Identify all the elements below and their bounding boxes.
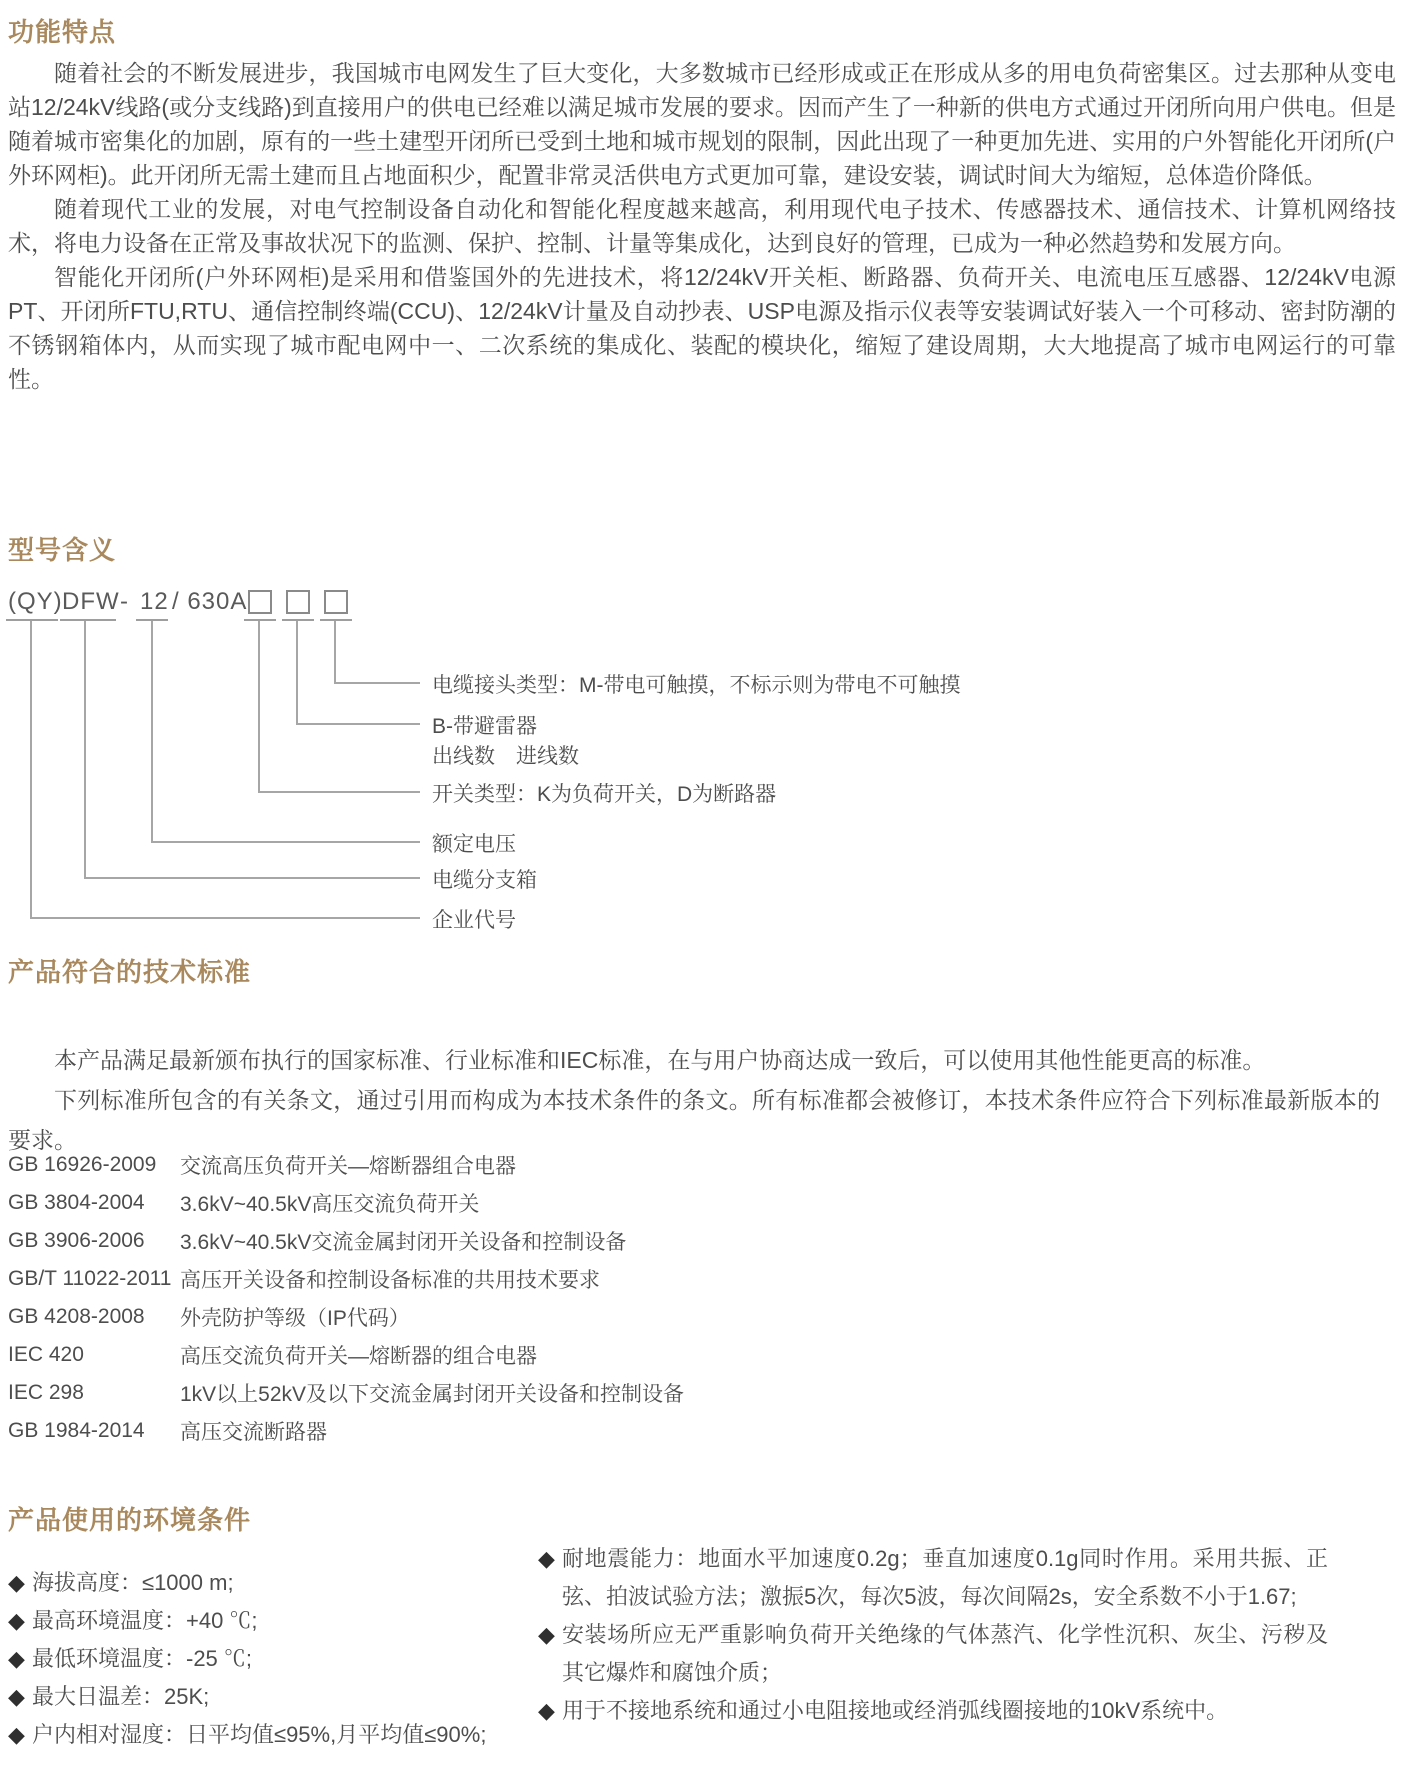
diamond-bullet-icon: ◆ xyxy=(538,1622,555,1647)
standard-code: GB 4208-2008 xyxy=(8,1305,145,1328)
environment-item-installation-site xyxy=(538,1616,1328,1692)
standard-desc: 高压交流断路器 xyxy=(180,1421,327,1444)
standard-row xyxy=(8,1336,1388,1374)
underline-company xyxy=(6,619,58,621)
section-title-model: 型号含义 xyxy=(8,535,117,565)
model-code-dash: - xyxy=(120,588,129,615)
standard-desc: 高压开关设备和控制设备标准的共用技术要求 xyxy=(180,1269,600,1292)
features-paragraphs xyxy=(8,56,1396,396)
leader-vertical-box-1 xyxy=(258,621,260,792)
standard-code: GB 3906-2006 xyxy=(8,1229,145,1252)
diamond-bullet-icon: ◆ xyxy=(8,1570,25,1595)
section-title-environment: 产品使用的环境条件 xyxy=(8,1505,252,1535)
standard-desc: 高压交流负荷开关—熔断器的组合电器 xyxy=(180,1345,537,1368)
standards-list xyxy=(8,1146,1388,1450)
standard-row xyxy=(8,1184,1388,1222)
environment-item-humidity xyxy=(8,1716,533,1754)
standard-desc: 3.6kV~40.5kV交流金属封闭开关设备和控制设备 xyxy=(180,1231,627,1254)
model-placeholder-box-3 xyxy=(324,590,348,614)
section-title-standards: 产品符合的技术标准 xyxy=(8,957,252,987)
leader-horizontal-cable-branch-box xyxy=(84,877,420,879)
standard-desc: 1kV以上52kV及以下交流金属封闭开关设备和控制设备 xyxy=(180,1383,685,1406)
environment-item-text: 用于不接地系统和通过小电阻接地或经消弧线圈接地的10kV系统中。 xyxy=(562,1698,1229,1723)
model-code-current: / 630A xyxy=(172,588,248,615)
model-code-voltage: 12 xyxy=(140,588,169,615)
model-placeholder-box-2 xyxy=(286,590,310,614)
standards-intro-2: 下列标准所包含的有关条文，通过引用而构成为本技术条件的条文。所有标准都会被修订，本技术条件应符合下列标准最新版本的要求。 xyxy=(8,1087,1380,1153)
leader-vertical-box-2 xyxy=(296,621,298,724)
environment-item-grounding-system xyxy=(538,1692,1328,1730)
model-label-cable-branch-box: 电缆分支箱 xyxy=(432,869,537,892)
model-label-cable-joint: 电缆接头类型：M-带电可触摸，不标示则为带电不可触摸 xyxy=(432,674,961,697)
environment-item-altitude xyxy=(8,1564,533,1602)
model-label-line-counts: 出线数 进线数 xyxy=(432,745,579,768)
standard-row xyxy=(8,1222,1388,1260)
standard-code: GB 16926-2009 xyxy=(8,1153,157,1176)
environment-item-text: 户内相对湿度：日平均值≤95%,月平均值≤90%; xyxy=(32,1722,487,1747)
model-code-series: DFW xyxy=(62,588,120,615)
environment-item-daily-temp-diff xyxy=(8,1678,533,1716)
leader-horizontal-company-code xyxy=(30,917,420,919)
environment-item-text: 耐地震能力：地面水平加速度0.2g；垂直加速度0.1g同时作用。采用共振、正弦、拍波试验方法；激振5次，每次5波，每次间隔2s，安全系数不小于1.67; xyxy=(562,1546,1328,1609)
model-placeholder-box-1 xyxy=(248,590,272,614)
standard-code: GB 3804-2004 xyxy=(8,1191,145,1214)
diamond-bullet-icon: ◆ xyxy=(8,1646,25,1671)
standard-row xyxy=(8,1146,1388,1184)
standard-row xyxy=(8,1374,1388,1412)
environment-item-text: 海拔高度：≤1000 m; xyxy=(32,1570,234,1595)
leader-vertical-series xyxy=(84,621,86,878)
environment-item-earthquake xyxy=(538,1540,1328,1616)
underline-box-2 xyxy=(282,619,314,621)
diamond-bullet-icon: ◆ xyxy=(8,1722,25,1747)
diamond-bullet-icon: ◆ xyxy=(538,1546,555,1571)
section-title-features: 功能特点 xyxy=(8,17,117,47)
model-code-company: (QY) xyxy=(8,588,63,615)
standard-row xyxy=(8,1260,1388,1298)
features-paragraph-2: 随着现代工业的发展，对电气控制设备自动化和智能化程度越来越高，利用现代电子技术、传感器技术、通信技术、计算机网络技术，将电力设备在正常及事故状况下的监测、保护、控制、计量等集成化，达到良好的管理，已成为一种必然趋势和发展方向。 xyxy=(8,196,1396,256)
environment-item-text: 最大日温差：25K; xyxy=(32,1684,210,1709)
underline-series xyxy=(60,619,116,621)
model-label-arrester: B-带避雷器 xyxy=(432,715,537,738)
leader-horizontal-arrester xyxy=(296,723,420,725)
model-meaning-diagram xyxy=(8,588,1398,940)
leader-horizontal-cable-joint xyxy=(334,682,420,684)
leader-vertical-voltage xyxy=(151,621,153,842)
standard-code: GB/T 11022-2011 xyxy=(8,1267,172,1290)
leader-horizontal-rated-voltage xyxy=(151,841,420,843)
standard-desc: 外壳防护等级（IP代码） xyxy=(180,1307,410,1330)
standards-intro-1: 本产品满足最新颁布执行的国家标准、行业标准和IEC标准，在与用户协商达成一致后，可以使用其他性能更高的标准。 xyxy=(54,1047,1266,1073)
features-paragraph-1: 随着社会的不断发展进步，我国城市电网发生了巨大变化，大多数城市已经形成或正在形成从多的用电负荷密集区。过去那种从变电站12/24kV线路(或分支线路)到直接用户的供电已经难以满足城市发展的要求。因而产生了一种新的供电方式通过开闭所向用户供电。但是随着城市密集化的加剧，原有的一些土建型开闭所已受到土地和城市规划的限制，因此出现了一种更加先进、实用的户外智能化开闭所(户外环网柜)。此开闭所无需土建而且占地面积少，配置非常灵活供电方式更加可靠，建设安装，调试时间大为缩短，总体造价降低。 xyxy=(8,60,1396,188)
model-label-company-code: 企业代号 xyxy=(432,909,516,932)
environment-left-column xyxy=(8,1564,533,1754)
model-label-rated-voltage: 额定电压 xyxy=(432,833,516,856)
standard-code: GB 1984-2014 xyxy=(8,1419,145,1442)
leader-vertical-company xyxy=(30,621,32,918)
underline-box-3 xyxy=(320,619,352,621)
diamond-bullet-icon: ◆ xyxy=(8,1684,25,1709)
environment-item-text: 最低环境温度：-25 ℃; xyxy=(32,1646,253,1671)
environment-right-column xyxy=(538,1540,1328,1730)
leader-vertical-box-3 xyxy=(334,621,336,683)
standard-desc: 交流高压负荷开关—熔断器组合电器 xyxy=(180,1155,516,1178)
environment-item-min-temp xyxy=(8,1640,533,1678)
environment-item-text: 最高环境温度：+40 ℃; xyxy=(32,1608,258,1633)
features-paragraph-3: 智能化开闭所(户外环网柜)是采用和借鉴国外的先进技术，将12/24kV开关柜、断路器、负荷开关、电流电压互感器、12/24kV电源PT、开闭所FTU,RTU、通信控制终端(CCU)、12/24kV计量及自动抄表、USP电源及指示仪表等安装调试好装入一个可移动、密封防潮的不锈钢箱体内，从而实现了城市配电网中一、二次系统的集成化、装配的模块化，缩短了建设周期，大大地提高了城市电网运行的可靠性。 xyxy=(8,264,1396,392)
standard-code: IEC 420 xyxy=(8,1343,84,1366)
environment-item-max-temp xyxy=(8,1602,533,1640)
leader-horizontal-switch-type xyxy=(258,791,420,793)
underline-box-1 xyxy=(244,619,276,621)
environment-item-text: 安装场所应无严重影响负荷开关绝缘的气体蒸汽、化学性沉积、灰尘、污秽及其它爆炸和腐蚀介质； xyxy=(562,1622,1328,1685)
standards-intro xyxy=(8,1040,1380,1160)
diamond-bullet-icon: ◆ xyxy=(8,1608,25,1633)
standard-row xyxy=(8,1298,1388,1336)
diamond-bullet-icon: ◆ xyxy=(538,1698,555,1723)
standard-row xyxy=(8,1412,1388,1450)
standard-desc: 3.6kV~40.5kV高压交流负荷开关 xyxy=(180,1193,480,1216)
standard-code: IEC 298 xyxy=(8,1381,84,1404)
model-label-switch-type: 开关类型：K为负荷开关，D为断路器 xyxy=(432,783,777,806)
